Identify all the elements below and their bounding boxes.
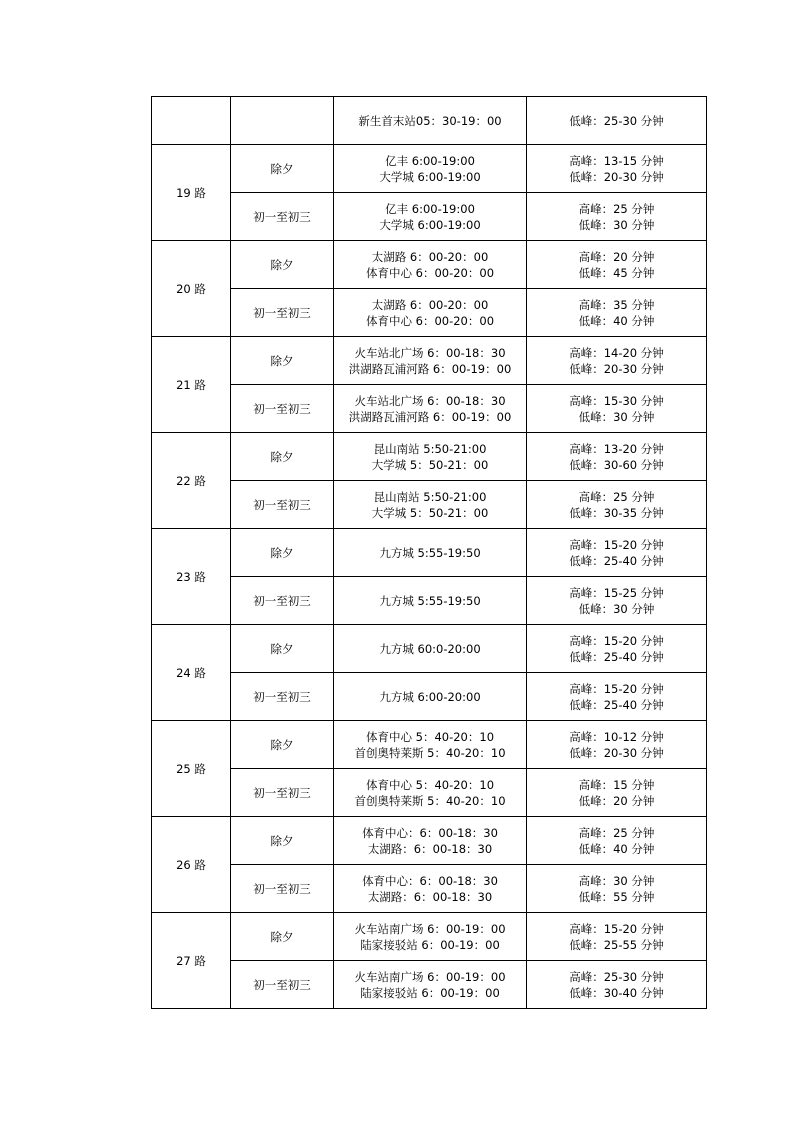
interval-line: 低峰：25-40 分钟 bbox=[569, 697, 664, 712]
operating-hours-cell bbox=[334, 625, 527, 673]
interval-line: 高峰：15-20 分钟 bbox=[569, 921, 664, 936]
interval-line: 低峰：25-30 分钟 bbox=[569, 113, 664, 128]
interval-line: 高峰：15-20 分钟 bbox=[569, 537, 664, 552]
interval-line: 低峰：30 分钟 bbox=[578, 409, 655, 424]
interval-cell bbox=[527, 625, 707, 673]
period-cell: 初一至初三 bbox=[231, 865, 334, 913]
route-cell: 21 路 bbox=[152, 337, 231, 433]
interval-line: 低峰：30-60 分钟 bbox=[569, 457, 664, 472]
operating-hours-cell bbox=[334, 817, 527, 865]
interval-line: 低峰：20 分钟 bbox=[578, 793, 655, 808]
table-row bbox=[152, 433, 707, 481]
operating-hours-line: 昆山南站 5:50-21:00 bbox=[373, 441, 487, 456]
operating-hours-line: 太湖路：6：00-18：30 bbox=[367, 889, 493, 904]
table-row bbox=[152, 721, 707, 769]
interval-line: 低峰：40 分钟 bbox=[578, 313, 655, 328]
operating-hours-cell bbox=[334, 913, 527, 961]
operating-hours-line: 火车站南广场 6：00-19：00 bbox=[354, 969, 506, 984]
operating-hours-cell bbox=[334, 865, 527, 913]
interval-line: 低峰：30-35 分钟 bbox=[569, 505, 664, 520]
operating-hours-line: 火车站北广场 6：00-18：30 bbox=[354, 393, 506, 408]
interval-line: 高峰：15-30 分钟 bbox=[569, 393, 664, 408]
period-cell: 初一至初三 bbox=[231, 193, 334, 241]
period-cell: 除夕 bbox=[231, 241, 334, 289]
table-row bbox=[152, 961, 707, 1009]
period-cell: 初一至初三 bbox=[231, 385, 334, 433]
period-cell: 除夕 bbox=[231, 817, 334, 865]
period-cell: 除夕 bbox=[231, 145, 334, 193]
interval-line: 低峰：30-40 分钟 bbox=[569, 985, 664, 1000]
operating-hours-cell bbox=[334, 337, 527, 385]
operating-hours-cell bbox=[334, 289, 527, 337]
period-cell: 除夕 bbox=[231, 337, 334, 385]
interval-cell bbox=[527, 289, 707, 337]
operating-hours-line: 洪湖路瓦浦河路 6：00-19：00 bbox=[348, 361, 512, 376]
interval-line: 高峰：35 分钟 bbox=[578, 297, 655, 312]
table-row bbox=[152, 577, 707, 625]
interval-line: 高峰：25 分钟 bbox=[578, 825, 655, 840]
period-cell: 除夕 bbox=[231, 721, 334, 769]
operating-hours-cell bbox=[334, 241, 527, 289]
operating-hours-line: 体育中心 5：40-20：10 bbox=[365, 729, 495, 744]
table-row bbox=[152, 385, 707, 433]
interval-cell bbox=[527, 961, 707, 1009]
interval-line: 高峰：15-20 分钟 bbox=[569, 633, 664, 648]
interval-line: 高峰：15-25 分钟 bbox=[569, 585, 664, 600]
interval-cell bbox=[527, 385, 707, 433]
interval-line: 高峰：25 分钟 bbox=[578, 201, 655, 216]
operating-hours-line: 陆家接驳站 6：00-19：00 bbox=[360, 937, 500, 952]
period-cell: 初一至初三 bbox=[231, 673, 334, 721]
table-row bbox=[152, 865, 707, 913]
table-row-continued bbox=[152, 97, 707, 145]
interval-line: 高峰：25 分钟 bbox=[578, 489, 655, 504]
operating-hours-cell bbox=[334, 193, 527, 241]
interval-cell bbox=[527, 673, 707, 721]
operating-hours-cell bbox=[334, 529, 527, 577]
interval-cell bbox=[527, 193, 707, 241]
operating-hours-cell bbox=[334, 97, 527, 145]
table-row bbox=[152, 769, 707, 817]
interval-line: 高峰：25-30 分钟 bbox=[569, 969, 664, 984]
interval-line: 低峰：55 分钟 bbox=[578, 889, 655, 904]
route-cell bbox=[152, 97, 231, 145]
interval-cell bbox=[527, 337, 707, 385]
interval-line: 低峰：40 分钟 bbox=[578, 841, 655, 856]
operating-hours-line: 体育中心：6：00-18：30 bbox=[362, 825, 498, 840]
operating-hours-cell bbox=[334, 481, 527, 529]
period-cell: 除夕 bbox=[231, 529, 334, 577]
route-cell: 26 路 bbox=[152, 817, 231, 913]
period-cell: 初一至初三 bbox=[231, 577, 334, 625]
period-cell: 初一至初三 bbox=[231, 289, 334, 337]
interval-line: 高峰：15-20 分钟 bbox=[569, 681, 664, 696]
table-row bbox=[152, 817, 707, 865]
table-row bbox=[152, 289, 707, 337]
operating-hours-line: 大学城 6:00-19:00 bbox=[379, 217, 481, 232]
interval-cell bbox=[527, 145, 707, 193]
operating-hours-cell bbox=[334, 145, 527, 193]
interval-line: 低峰：30 分钟 bbox=[578, 217, 655, 232]
operating-hours-line: 亿丰 6:00-19:00 bbox=[385, 153, 475, 168]
operating-hours-cell bbox=[334, 721, 527, 769]
interval-line: 低峰：25-40 分钟 bbox=[569, 649, 664, 664]
schedule-body bbox=[152, 97, 707, 1009]
interval-cell bbox=[527, 865, 707, 913]
operating-hours-line: 太湖路 6：00-20：00 bbox=[371, 249, 489, 264]
operating-hours-line: 体育中心 6：00-20：00 bbox=[365, 313, 495, 328]
route-cell: 25 路 bbox=[152, 721, 231, 817]
operating-hours-line: 陆家接驳站 6：00-19：00 bbox=[360, 985, 500, 1000]
interval-line: 高峰：14-20 分钟 bbox=[569, 345, 664, 360]
table-row bbox=[152, 673, 707, 721]
interval-line: 低峰：20-30 分钟 bbox=[569, 169, 664, 184]
interval-line: 高峰：15 分钟 bbox=[578, 777, 655, 792]
interval-cell bbox=[527, 529, 707, 577]
interval-line: 低峰：30 分钟 bbox=[578, 601, 655, 616]
interval-line: 高峰：10-12 分钟 bbox=[569, 729, 664, 744]
operating-hours-cell bbox=[334, 385, 527, 433]
route-cell: 27 路 bbox=[152, 913, 231, 1009]
table-row bbox=[152, 529, 707, 577]
operating-hours-line: 体育中心 6：00-20：00 bbox=[365, 265, 495, 280]
operating-hours-cell bbox=[334, 961, 527, 1009]
operating-hours-line: 大学城 5：50-21：00 bbox=[371, 505, 489, 520]
period-cell: 除夕 bbox=[231, 913, 334, 961]
interval-line: 高峰：20 分钟 bbox=[578, 249, 655, 264]
operating-hours-cell bbox=[334, 673, 527, 721]
operating-hours-line: 洪湖路瓦浦河路 6：00-19：00 bbox=[348, 409, 512, 424]
table-row bbox=[152, 481, 707, 529]
table-row bbox=[152, 625, 707, 673]
table-row bbox=[152, 193, 707, 241]
operating-hours-line: 太湖路：6：00-18：30 bbox=[367, 841, 493, 856]
period-cell bbox=[231, 97, 334, 145]
interval-cell bbox=[527, 721, 707, 769]
period-cell: 除夕 bbox=[231, 433, 334, 481]
operating-hours-line: 首创奥特莱斯 5：40-20：10 bbox=[354, 745, 506, 760]
interval-cell bbox=[527, 97, 707, 145]
interval-cell bbox=[527, 577, 707, 625]
interval-cell bbox=[527, 433, 707, 481]
interval-line: 低峰：20-30 分钟 bbox=[569, 361, 664, 376]
interval-line: 低峰：20-30 分钟 bbox=[569, 745, 664, 760]
operating-hours-line: 火车站北广场 6：00-18：30 bbox=[354, 345, 506, 360]
operating-hours-line: 大学城 6:00-19:00 bbox=[379, 169, 481, 184]
route-cell: 22 路 bbox=[152, 433, 231, 529]
operating-hours-line: 九方城 60:0-20:00 bbox=[379, 641, 481, 656]
operating-hours-line: 体育中心：6：00-18：30 bbox=[362, 873, 498, 888]
interval-cell bbox=[527, 769, 707, 817]
operating-hours-line: 九方城 5:55-19:50 bbox=[379, 593, 481, 608]
interval-line: 低峰：45 分钟 bbox=[578, 265, 655, 280]
route-cell: 23 路 bbox=[152, 529, 231, 625]
table-row bbox=[152, 241, 707, 289]
period-cell: 初一至初三 bbox=[231, 481, 334, 529]
operating-hours-cell bbox=[334, 769, 527, 817]
period-cell: 初一至初三 bbox=[231, 961, 334, 1009]
table-row bbox=[152, 913, 707, 961]
interval-cell bbox=[527, 481, 707, 529]
route-cell: 24 路 bbox=[152, 625, 231, 721]
operating-hours-line: 体育中心 5：40-20：10 bbox=[365, 777, 495, 792]
route-cell: 20 路 bbox=[152, 241, 231, 337]
operating-hours-line: 大学城 5：50-21：00 bbox=[371, 457, 489, 472]
interval-line: 高峰：13-20 分钟 bbox=[569, 441, 664, 456]
period-cell: 初一至初三 bbox=[231, 769, 334, 817]
period-cell: 除夕 bbox=[231, 625, 334, 673]
operating-hours-line: 昆山南站 5:50-21:00 bbox=[373, 489, 487, 504]
interval-cell bbox=[527, 913, 707, 961]
operating-hours-line: 亿丰 6:00-19:00 bbox=[385, 201, 475, 216]
operating-hours-line: 太湖路 6：00-20：00 bbox=[371, 297, 489, 312]
operating-hours-line: 九方城 5:55-19:50 bbox=[379, 545, 481, 560]
operating-hours-line: 新生首末站05：30-19：00 bbox=[358, 113, 502, 128]
operating-hours-cell bbox=[334, 577, 527, 625]
interval-line: 低峰：25-55 分钟 bbox=[569, 937, 664, 952]
bus-schedule-table bbox=[151, 96, 707, 1009]
table-row bbox=[152, 145, 707, 193]
interval-line: 高峰：13-15 分钟 bbox=[569, 153, 664, 168]
table-row bbox=[152, 337, 707, 385]
interval-line: 低峰：25-40 分钟 bbox=[569, 553, 664, 568]
operating-hours-cell bbox=[334, 433, 527, 481]
operating-hours-line: 首创奥特莱斯 5：40-20：10 bbox=[354, 793, 506, 808]
interval-line: 高峰：30 分钟 bbox=[578, 873, 655, 888]
operating-hours-line: 九方城 6:00-20:00 bbox=[379, 689, 481, 704]
operating-hours-line: 火车站南广场 6：00-19：00 bbox=[354, 921, 506, 936]
interval-cell bbox=[527, 241, 707, 289]
route-cell: 19 路 bbox=[152, 145, 231, 241]
interval-cell bbox=[527, 817, 707, 865]
